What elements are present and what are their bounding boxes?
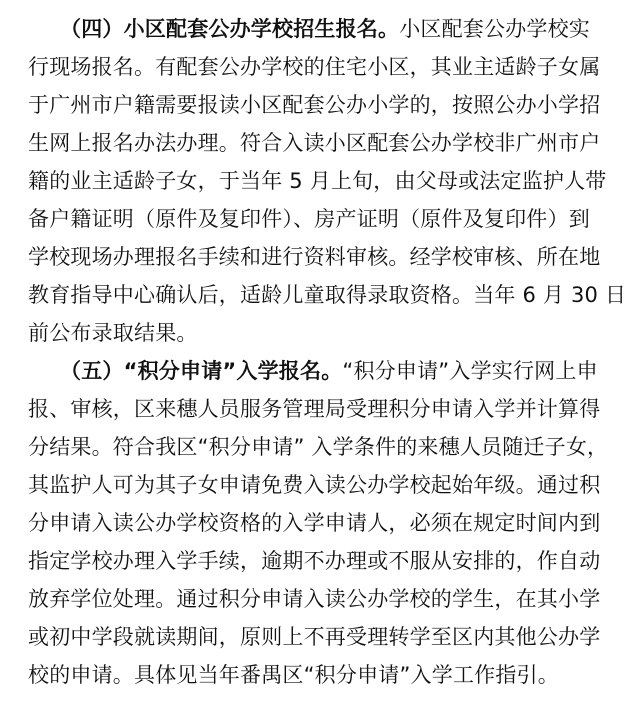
section-5-line-9: 校的申请。具体见当年番禺区“积分申请”入学工作指引。: [28, 663, 559, 687]
section-4-line-5: 籍的业主适龄子女，于当年 5 月上旬，由父母或法定监护人带: [28, 169, 607, 193]
section-5-line-2: 报、审核，区来穗人员服务管理局受理积分申请入学并计算得: [28, 397, 601, 421]
section-4-line-6: 备户籍证明（原件及复印件）、房产证明（原件及复印件）到: [28, 207, 590, 231]
section-5-line-1: “积分申请”入学实行网上申: [342, 359, 598, 383]
section-5-line-7: 放弃学位处理。通过积分申请入读公办学校的学生，在其小学: [28, 587, 601, 611]
section-5-line-5: 分申请入读公办学校资格的入学申请人，必须在规定时间内到: [28, 511, 601, 535]
section-5-line-3: 分结果。符合我区“积分申请” 入学条件的来穗人员随迁子女，: [28, 435, 609, 459]
section-4-line-2: 行现场报名。有配套公办学校的住宅小区，其业主适龄子女属: [28, 55, 601, 79]
section-4-line-1: 小区配套公办学校实: [399, 17, 591, 41]
section-4-line-8: 教育指导中心确认后，适龄儿童取得录取资格。当年 6 月 30 日: [28, 283, 627, 307]
section-5-paragraph: [28, 352, 625, 694]
section-5-heading: （五）“积分申请”入学报名。: [60, 359, 343, 383]
section-5-line-4: 其监护人可为其子女申请免费入读公办学校起始年级。通过积: [28, 473, 601, 497]
section-4-line-4: 生网上报名办法办理。符合入读小区配套公办学校非广州市户: [28, 131, 601, 155]
section-4-line-3: 于广州市户籍需要报读小区配套公办小学的，按照公办小学招: [28, 93, 601, 117]
section-4-paragraph: [28, 10, 625, 352]
section-4-first-line: [28, 10, 625, 48]
section-4-heading: （四）小区配套公办学校招生报名。: [60, 17, 400, 41]
section-5-line-8: 或初中学段就读期间，原则上不再受理转学至区内其他公办学: [28, 625, 601, 649]
section-4-line-7: 学校现场办理报名手续和进行资料审核。经学校审核、所在地: [28, 245, 601, 269]
section-4-line-9: 前公布录取结果。: [28, 321, 198, 345]
section-5-line-6: 指定学校办理入学手续，逾期不办理或不服从安排的，作自动: [28, 549, 601, 573]
section-5-first-line: [28, 352, 625, 390]
